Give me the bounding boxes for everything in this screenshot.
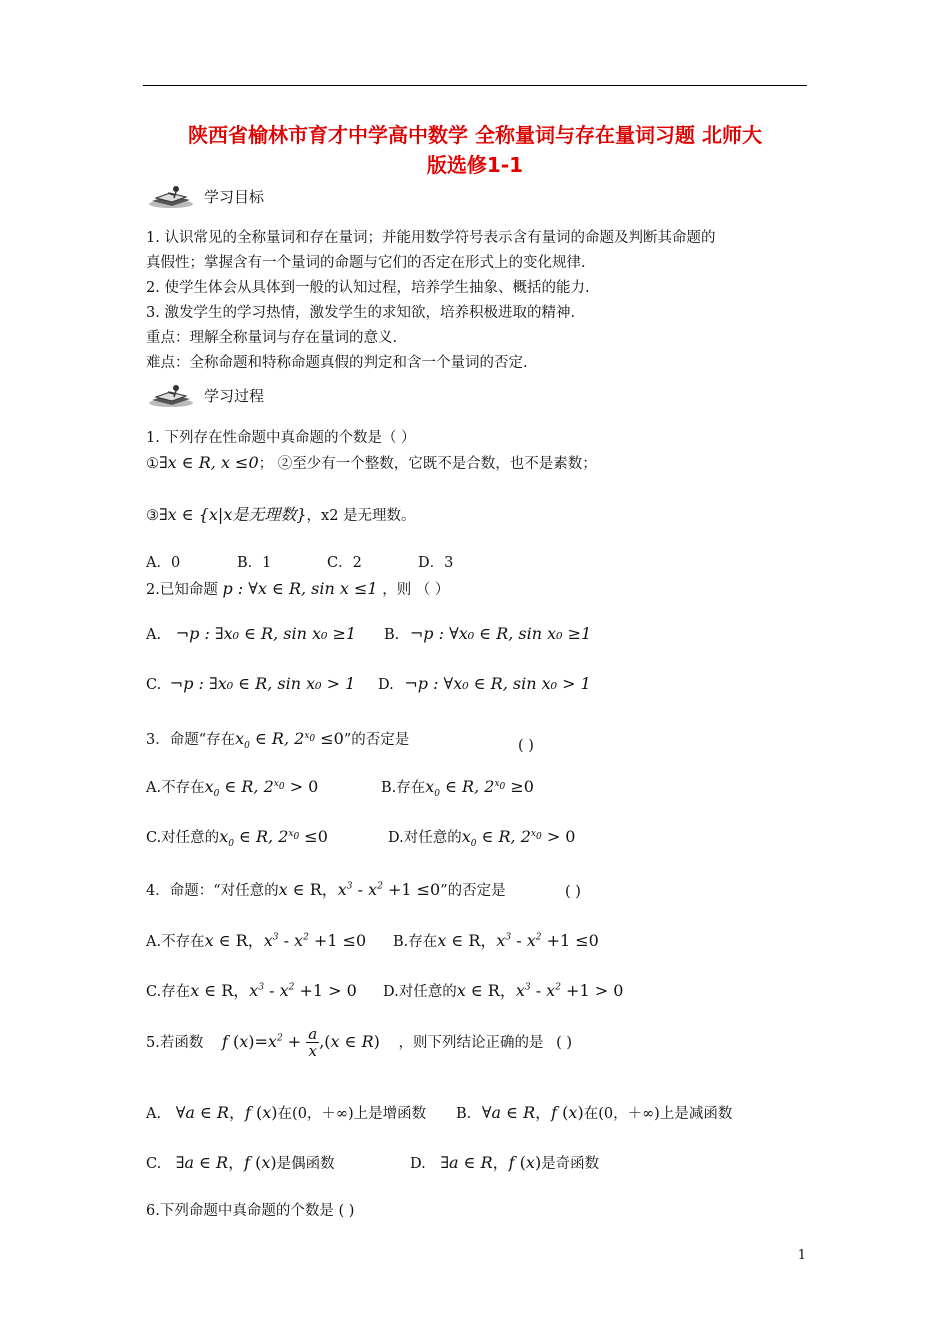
difficult-point: 难点：全称命题和特称命题真假的判定和含一个量词的否定. <box>146 355 528 371</box>
q3-option-a-text: A.不存在 <box>146 780 205 796</box>
doc-title-line1: 陕西省榆林市育才中学高中数学 全称量词与存在量词习题 北师大 <box>188 123 762 147</box>
page-number: 1 <box>797 1248 806 1263</box>
book-reader-icon <box>146 382 196 408</box>
q2-option-c-label: C. <box>146 677 162 693</box>
q4-stem <box>146 877 506 900</box>
q5-option-a-label: A. <box>146 1106 162 1122</box>
q1-item-3 <box>146 502 416 525</box>
q3-option-c <box>146 826 328 849</box>
q5-option-a <box>146 1100 426 1123</box>
q2-option-c-math: ¬p : ∃x₀ ∈ R, sin x₀ > 1 <box>169 674 356 693</box>
q5-option-c-rest: 是偶函数 <box>276 1156 335 1172</box>
q5-option-c-math: ∃a ∈ R，f (x) <box>175 1153 277 1172</box>
q2-option-a-math: ¬p : ∃x₀ ∈ R, sin x₀ ≥1 <box>175 624 357 643</box>
q3-option-b-text: B.存在 <box>381 780 426 796</box>
header-rule <box>143 85 807 86</box>
q3-stem <box>146 728 409 751</box>
q2-option-a <box>146 624 356 643</box>
q5-option-b-math: ∀a ∈ R，f (x) <box>481 1103 584 1122</box>
section-process-heading <box>146 382 264 408</box>
q4-option-d-text: D.对任意的 <box>383 984 457 1000</box>
q4-option-a <box>146 928 366 951</box>
q1-item-1-rest: ； ②至少有一个整数，它既不是合数，也不是素数； <box>258 456 597 472</box>
q4-option-c-text: C.存在 <box>146 984 191 1000</box>
q5-option-a-rest: 在(0，＋∞)上是增函数 <box>277 1106 427 1122</box>
q2-stem <box>146 578 449 599</box>
q4-option-a-math: x ∈ R，$x^3 - x^2 +1 \le 0$ <box>204 931 367 950</box>
q3-stem-text: 3．命题“存在 <box>146 732 236 748</box>
q3-option-b-math: $x_0$ ∈ R, $2^{x_0} \ge 0$ <box>425 777 534 800</box>
q3-stem-math: $x_0$ ∈ R, $2^{x_0} \le 0$ <box>235 729 344 752</box>
q5-option-b <box>456 1100 732 1123</box>
goal-line: 2. 使学生体会从具体到一般的认知过程，培养学生抽象、概括的能力. <box>146 280 590 296</box>
q1-item-3-math: ∃x ∈ {x|x是无理数} <box>159 505 307 524</box>
q4-option-b-text: B.存在 <box>393 934 438 950</box>
q2-option-b <box>384 624 591 643</box>
q1-option-b: B．1 <box>237 555 272 571</box>
q2-option-d-math: ¬p : ∀x₀ ∈ R, sin x₀ > 1 <box>404 674 591 693</box>
doc-title-line2: 版选修1-1 <box>426 153 524 177</box>
q4-answer-bracket: ( ) <box>565 884 581 900</box>
q2-option-c <box>146 674 355 693</box>
q1-item-3-prefix: ③ <box>146 508 159 524</box>
q4-stem-rest: ”的否定是 <box>440 883 506 899</box>
q5-stem-rest: ，则下列结论正确的是 <box>398 1035 544 1051</box>
q3-option-a-math: $x_0$ ∈ R, $2^{x_0} > 0$ <box>204 777 319 800</box>
goal-line: 3. 激发学生的学习热情，激发学生的求知欲，培养积极进取的精神. <box>146 305 576 321</box>
q4-option-a-text: A.不存在 <box>146 934 205 950</box>
q4-option-b <box>393 928 599 951</box>
q3-option-d-text: D.对任意的 <box>388 830 462 846</box>
q3-answer-bracket: ( ) <box>518 738 534 754</box>
q4-option-b-math: x ∈ R，$x^3 - x^2 +1 \le 0$ <box>437 931 599 950</box>
key-point: 重点：理解全称量词与存在量词的意义. <box>146 330 398 346</box>
q1-item-1-math: ∃x ∈ R, x ≤0 <box>159 453 259 472</box>
q2-stem-rest: ，则 （ ） <box>382 582 450 598</box>
book-reader-icon <box>146 183 196 209</box>
q1-stem: 1. 下列存在性命题中真命题的个数是（ ） <box>146 430 416 446</box>
q2-stem-math: p : ∀x ∈ R, sin x ≤1 <box>222 579 378 598</box>
q5-option-b-label: B. <box>456 1106 472 1122</box>
q1-item-3-rest: ，x2 是无理数。 <box>306 508 416 524</box>
q4-option-c-math: x ∈ R，$x^3 - x^2 +1 > 0$ <box>190 981 357 1000</box>
q5-option-c-label: C. <box>146 1156 162 1172</box>
q2-option-d <box>378 674 591 693</box>
q3-stem-rest: ”的否定是 <box>343 732 410 748</box>
q4-stem-math: x ∈ R，$x^3 - x^2 +1 \le 0$ <box>278 880 441 899</box>
q3-option-b <box>381 776 534 799</box>
q3-option-d <box>388 826 575 849</box>
q4-option-d <box>383 978 623 1001</box>
section-goals-heading <box>146 183 264 209</box>
q5-option-a-math: ∀a ∈ R，f (x) <box>175 1103 278 1122</box>
q5-function-math: f $(x)=x^2$ + $\frac{a}{x}$ ,(x ∈ R) <box>221 1025 380 1060</box>
q3-option-a <box>146 776 318 799</box>
q3-option-c-text: C.对任意的 <box>146 830 220 846</box>
q1-option-c: C．2 <box>327 555 362 571</box>
q4-option-c <box>146 978 357 1001</box>
q3-option-c-math: $x_0$ ∈ R, $2^{x_0} \le 0$ <box>219 827 328 850</box>
q5-option-d-rest: 是奇函数 <box>541 1156 600 1172</box>
q2-option-b-math: ¬p : ∀x₀ ∈ R, sin x₀ ≥1 <box>409 624 592 643</box>
q1-item-1 <box>146 452 597 473</box>
q2-option-d-label: D. <box>378 677 394 693</box>
goal-line: 1. 认识常见的全称量词和存在量词；并能用数学符号表示含有量词的命题及判断其命题的 <box>146 230 716 246</box>
goal-line: 真假性；掌握含有一个量词的命题与它们的否定在形式上的变化规律. <box>146 255 586 271</box>
q6-stem: 6.下列命题中真命题的个数是 ( ) <box>146 1203 355 1219</box>
q5-answer-bracket: ( ) <box>556 1035 573 1051</box>
q2-option-a-label: A. <box>146 627 162 643</box>
section-process-label: 学习过程 <box>204 386 265 405</box>
q2-option-b-label: B. <box>384 627 400 643</box>
q5-stem-text: 5.若函数 <box>146 1035 204 1051</box>
q5-option-d-math: ∃a ∈ R，f (x) <box>440 1153 542 1172</box>
q4-option-d-math: x ∈ R，$x^3 - x^2 +1 > 0$ <box>456 981 624 1000</box>
q3-option-d-math: $x_0$ ∈ R, $2^{x_0} > 0$ <box>461 827 576 850</box>
q2-stem-text: 2.已知命题 <box>146 582 218 598</box>
section-goals-label: 学习目标 <box>204 187 265 206</box>
q5-option-d-label: D. <box>410 1156 426 1172</box>
q1-option-a: A．0 <box>146 555 181 571</box>
q5-option-c <box>146 1150 335 1173</box>
q5-option-b-rest: 在(0，＋∞)上是减函数 <box>583 1106 733 1122</box>
q5-option-d <box>410 1150 599 1173</box>
q1-option-d: D．3 <box>418 555 454 571</box>
q1-item-1-prefix: ① <box>146 456 159 472</box>
q5-stem <box>146 1026 572 1059</box>
q4-stem-text: 4．命题：“对任意的 <box>146 883 279 899</box>
